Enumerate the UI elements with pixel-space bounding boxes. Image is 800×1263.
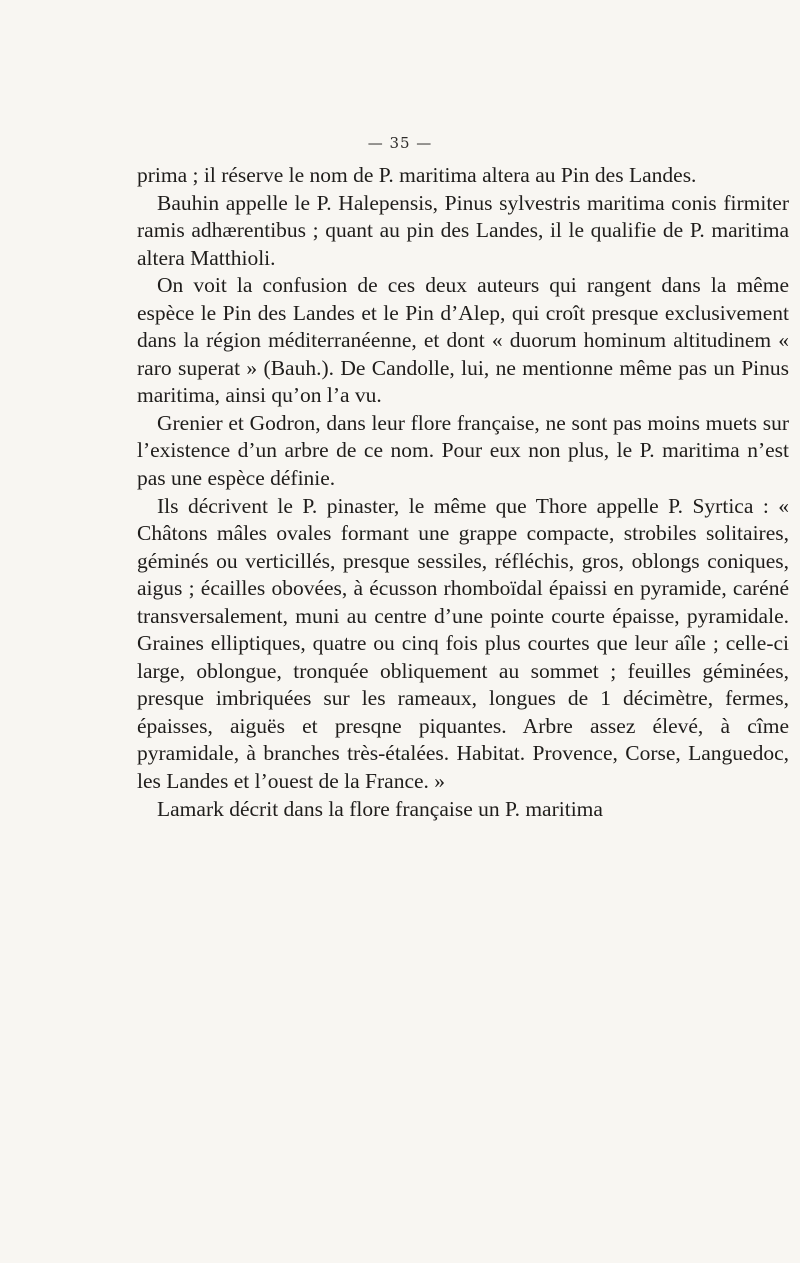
paragraph-6: Lamark décrit dans la flore française un P. maritima (157, 796, 603, 821)
paragraph-4: Grenier et Godron, dans leur flore française, ne sont pas moins muets sur l’existence d’un arbre de ce nom. Pour eux non plus, le P. maritima n’est pas une espèce définie. (137, 410, 789, 491)
paragraph-1: prima ; il réserve le nom de P. maritima altera au Pin des Landes. (137, 163, 697, 187)
paragraph-2: Bauhin appelle le P. Halepensis, Pinus sylvestris maritima conis firmiter ramis adhærentibus ; quant au pin des Landes, il le qualifie de P. maritima altera Matthioli. (137, 190, 789, 270)
paragraph-3: On voit la confusion de ces deux auteurs qui rangent dans la même espèce le Pin des Landes et le Pin d’Alep, qui croît presque exclusivement dans la région méditerranéenne, et dont « duorum hominum altitudinem « raro superat » (Bauh.). De Candolle, lui, ne mentionne même pas un Pinus maritima, ainsi qu’on l’a vu. (137, 273, 789, 408)
page-number: — 35 — (367, 134, 433, 152)
body-text (137, 162, 789, 823)
paragraph-5: Ils décrivent le P. pinaster, le même que Thore appelle P. Syrtica : « Châtons mâles ovales formant une grappe compacte, strobiles solitaires, géminés ou verticillés, presque sessiles, réfléchis, gros, oblongs coniques, aigus ; écailles obovées, à écusson rhomboïdal épaissi en pyramide, caréné transversalement, muni au centre d’une pointe courte épaisse, pyramidale. Graines elliptiques, quatre ou cinq fois plus courtes que leur aîle ; celle-ci large, oblongue, tronquée obliquement au sommet ; feuilles géminées, presque imbriquées sur les rameaux, longues de 1 décimètre, fermes, épaisses, aiguës et presqne piquantes. Arbre assez élevé, à cîme pyramidale, à branches très-étalées. Habitat. Provence, Corse, Languedoc, les Landes et l’ouest de la France. » (137, 493, 789, 794)
